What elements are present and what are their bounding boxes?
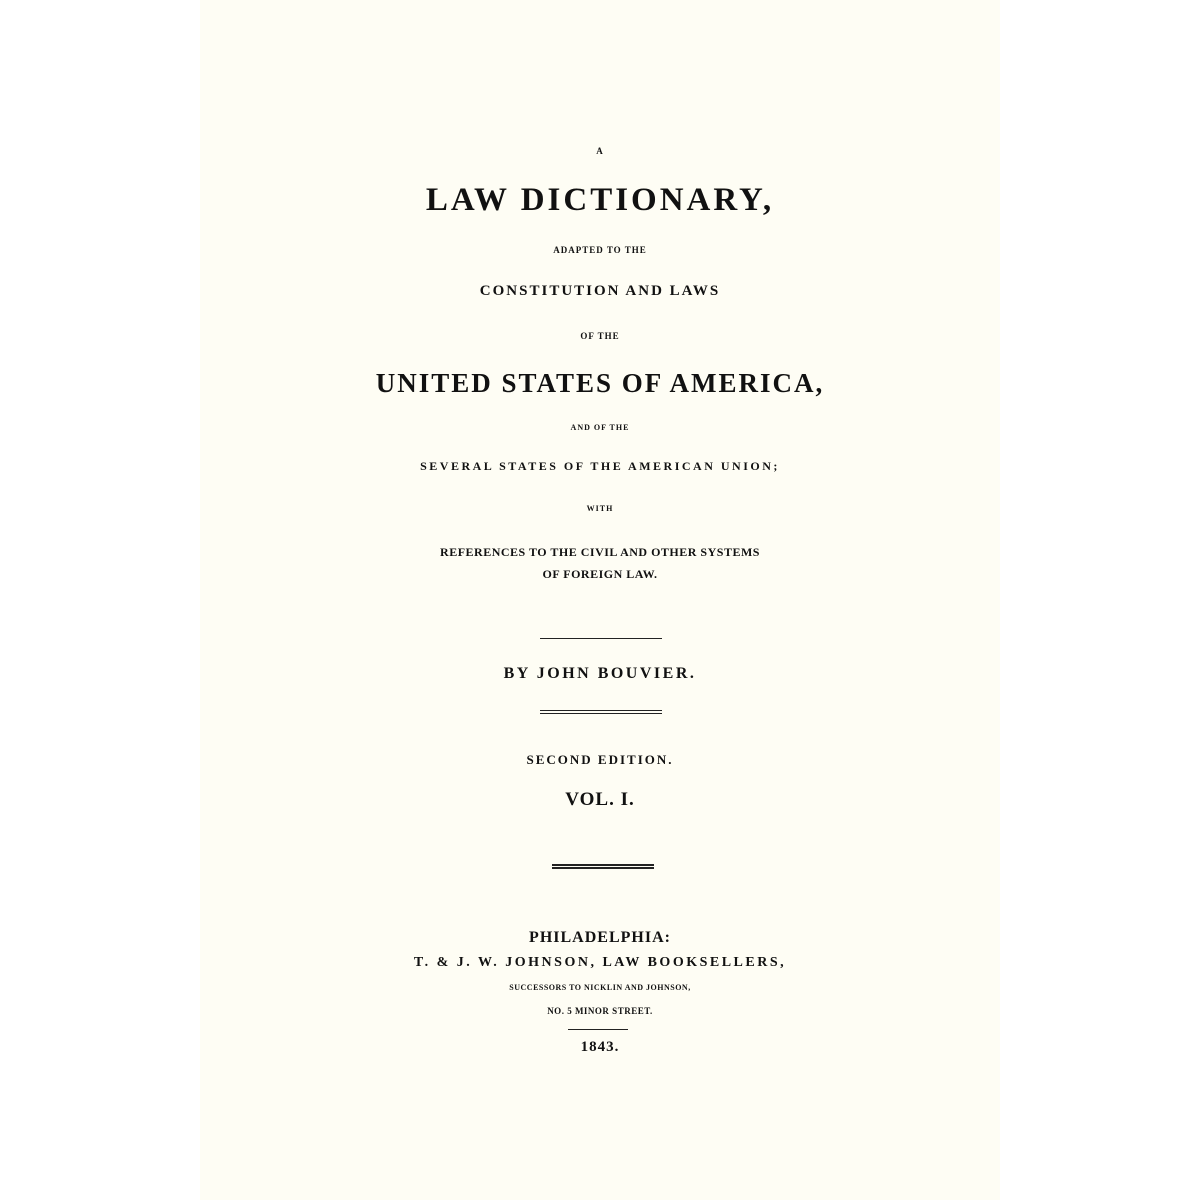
references-line-2: OF FOREIGN LAW. <box>542 567 658 581</box>
divider-rule-double <box>540 710 662 714</box>
author: BY JOHN BOUVIER. <box>503 665 697 682</box>
address: NO. 5 MINOR STREET. <box>547 1006 653 1016</box>
city: PHILADELPHIA: <box>529 929 671 946</box>
divider-rule-small <box>568 1029 628 1030</box>
and-of-the: AND OF THE <box>570 423 630 432</box>
country-name: UNITED STATES OF AMERICA, <box>375 368 825 398</box>
of-the: OF THE <box>580 331 620 341</box>
volume: VOL. I. <box>565 789 635 810</box>
book-title: LAW DICTIONARY, <box>425 182 775 218</box>
article-a: A <box>596 146 604 156</box>
title-page <box>200 0 1000 1200</box>
divider-rule-heavy <box>552 864 654 869</box>
several-states: SEVERAL STATES OF THE AMERICAN UNION; <box>420 459 780 473</box>
references-line-1: REFERENCES TO THE CIVIL AND OTHER SYSTEMS <box>440 545 760 559</box>
constitution-and-laws: CONSTITUTION AND LAWS <box>479 283 721 299</box>
publisher: T. & J. W. JOHNSON, LAW BOOKSELLERS, <box>413 955 787 970</box>
adapted-to-the: ADAPTED TO THE <box>553 245 647 255</box>
with: WITH <box>586 504 614 513</box>
successors: SUCCESSORS TO NICKLIN AND JOHNSON, <box>509 983 691 992</box>
divider-rule <box>540 638 662 639</box>
year: 1843. <box>580 1039 620 1055</box>
edition: SECOND EDITION. <box>526 752 674 767</box>
